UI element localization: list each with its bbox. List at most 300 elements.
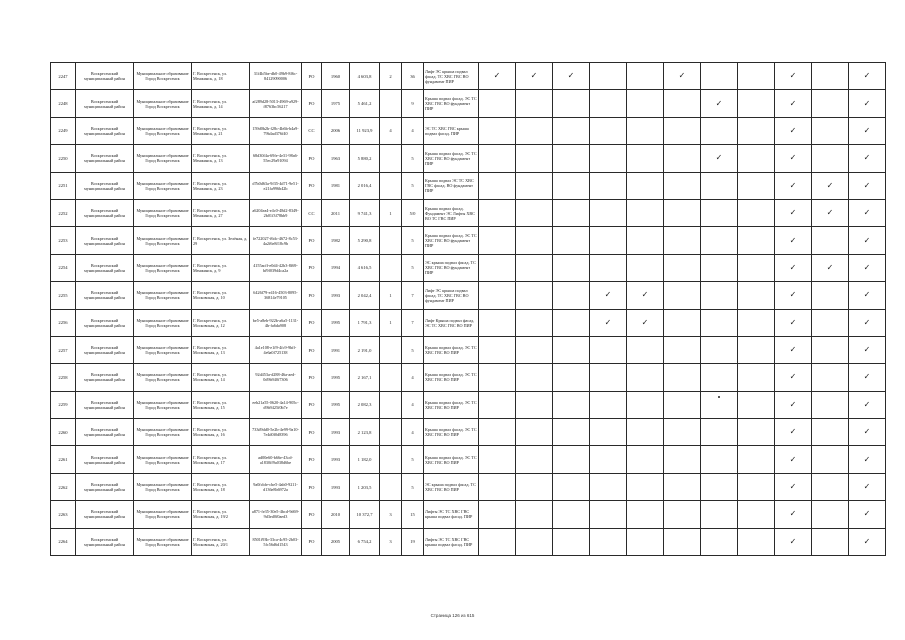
build-year-cell: 1991 bbox=[322, 336, 350, 363]
total-area-cell: 9 741,3 bbox=[350, 199, 380, 226]
check-mark-icon: ✓ bbox=[826, 262, 834, 272]
build-year-cell: 1995 bbox=[322, 364, 350, 391]
house-address-cell: Г. Воскресенск, ул. Московская, д. 17 bbox=[192, 446, 250, 473]
house-guid-cell: 4a1e108-e1f9-4fc9-9bff-4e6a0f725138 bbox=[250, 336, 302, 363]
total-area-cell: 5 290,8 bbox=[350, 227, 380, 254]
work-flag-cell bbox=[516, 254, 553, 281]
fund-type-cell: РО bbox=[302, 145, 322, 172]
lift-count-cell bbox=[380, 364, 402, 391]
work-flag-cell bbox=[516, 63, 553, 90]
work-flag-cell bbox=[738, 63, 775, 90]
municipality-cell: Муниципальное образование Город Воскресенск bbox=[134, 446, 192, 473]
work-types-cell: Крыша подвал фасад. ЭС ТС ХВС ГВС ВО ПИР bbox=[424, 419, 479, 446]
work-flag-cell bbox=[664, 419, 701, 446]
municipal-district-cell: Воскресенский муниципальный район bbox=[76, 309, 134, 336]
floor-count-cell: 19 bbox=[402, 528, 424, 555]
municipality-cell: Муниципальное образование Город Воскресенск bbox=[134, 63, 192, 90]
row-number-cell: 2258 bbox=[51, 364, 76, 391]
check-mark-icon: ✓ bbox=[789, 399, 797, 409]
work-flag-cell bbox=[627, 199, 664, 226]
work-flag-cell bbox=[516, 473, 553, 500]
build-year-cell: 1963 bbox=[322, 145, 350, 172]
build-year-cell: 1993 bbox=[322, 419, 350, 446]
work-flag-cell bbox=[812, 199, 849, 226]
table-row bbox=[51, 336, 886, 363]
total-area-cell: 1 182,0 bbox=[350, 446, 380, 473]
check-mark-icon: ✓ bbox=[863, 262, 871, 272]
row-number-cell: 2256 bbox=[51, 309, 76, 336]
fund-type-cell: РО bbox=[302, 254, 322, 281]
lift-count-cell bbox=[380, 473, 402, 500]
work-flag-cell bbox=[590, 473, 627, 500]
work-flag-cell bbox=[627, 145, 664, 172]
work-flag-cell bbox=[738, 145, 775, 172]
work-flag-cell bbox=[627, 473, 664, 500]
municipality-cell: Муниципальное образование Город Воскресенск bbox=[134, 391, 192, 418]
work-flag-cell bbox=[479, 199, 516, 226]
check-mark-icon: ✓ bbox=[678, 71, 686, 81]
check-mark-icon: ✓ bbox=[789, 71, 797, 81]
work-flag-cell bbox=[516, 336, 553, 363]
work-types-cell: Крыша подвал фасад. ЭС ТС ХВС ГВС ВО ПИР bbox=[424, 391, 479, 418]
lift-count-cell: 1 bbox=[380, 199, 402, 226]
row-number-cell: 2254 bbox=[51, 254, 76, 281]
table-row bbox=[51, 117, 886, 144]
house-guid-cell: ad00e60-b66e-43cd-a1830ff9a038d6be bbox=[250, 446, 302, 473]
municipal-district-cell: Воскресенский муниципальный район bbox=[76, 446, 134, 473]
work-flag-cell bbox=[553, 172, 590, 199]
check-mark-icon: ✓ bbox=[863, 235, 871, 245]
table-row bbox=[51, 391, 886, 418]
work-flag-cell bbox=[812, 145, 849, 172]
total-area-cell: 1 791,3 bbox=[350, 309, 380, 336]
house-guid-cell: 6426f79-e416-4503-8095-36814e79105 bbox=[250, 282, 302, 309]
table-row bbox=[51, 63, 886, 90]
work-flag-cell bbox=[738, 528, 775, 555]
scan-speck bbox=[718, 396, 720, 398]
work-flag-cell bbox=[812, 309, 849, 336]
table-row bbox=[51, 254, 886, 281]
total-area-cell: 6 754,2 bbox=[350, 528, 380, 555]
floor-count-cell: 5 bbox=[402, 473, 424, 500]
municipality-cell: Муниципальное образование Город Воскресенск bbox=[134, 227, 192, 254]
house-guid-cell: 31f4b5be-db0-49b9-8f6c-84129090006 bbox=[250, 63, 302, 90]
house-address-cell: Г. Воскресенск, ул. Московская, д. 10 bbox=[192, 282, 250, 309]
work-flag-cell bbox=[812, 446, 849, 473]
work-flag-cell bbox=[775, 364, 812, 391]
fund-type-cell: РО bbox=[302, 309, 322, 336]
check-mark-icon: ✓ bbox=[789, 536, 797, 546]
build-year-cell: 1994 bbox=[322, 254, 350, 281]
fund-type-cell: РО bbox=[302, 501, 322, 528]
row-number-cell: 2259 bbox=[51, 391, 76, 418]
row-number-cell: 2262 bbox=[51, 473, 76, 500]
work-flag-cell bbox=[738, 282, 775, 309]
check-mark-icon: ✓ bbox=[826, 208, 834, 218]
work-flag-cell bbox=[590, 172, 627, 199]
municipality-cell: Муниципальное образование Город Воскресенск bbox=[134, 199, 192, 226]
work-flag-cell bbox=[812, 391, 849, 418]
work-types-cell: Лифты ЭС ТС ХВС ГВС крыша подвал фасад. ПИР bbox=[424, 528, 479, 555]
work-flag-cell bbox=[738, 227, 775, 254]
house-guid-cell: 9a0fcbfe-cbe5-4ab0-9211-d136e8b6972a bbox=[250, 473, 302, 500]
work-types-cell: ЭС крыша подвал фасад. ТС ХВС ГВС ВО фундамент ПИР bbox=[424, 254, 479, 281]
house-address-cell: Г. Воскресенск, ул. Московская, д. 13 bbox=[192, 336, 250, 363]
check-mark-icon: ✓ bbox=[641, 317, 649, 327]
work-flag-cell bbox=[553, 254, 590, 281]
house-address-cell: Г. Воскресенск, ул. Московская, д. 19/2 bbox=[192, 501, 250, 528]
work-flag-cell bbox=[849, 336, 886, 363]
work-flag-cell bbox=[812, 63, 849, 90]
house-guid-cell: 159d0b2b-f28c-4b6b-b4a9-79b4ad376f40 bbox=[250, 117, 302, 144]
fund-type-cell: РО bbox=[302, 391, 322, 418]
work-flag-cell bbox=[479, 254, 516, 281]
house-address-cell: Г. Воскресенск, ул. Московская, д. 15 bbox=[192, 391, 250, 418]
work-flag-cell bbox=[812, 172, 849, 199]
lift-count-cell bbox=[380, 446, 402, 473]
work-flag-cell bbox=[553, 90, 590, 117]
work-flag-cell bbox=[849, 90, 886, 117]
work-flag-cell bbox=[516, 501, 553, 528]
work-flag-cell bbox=[627, 446, 664, 473]
work-flag-cell bbox=[553, 419, 590, 446]
work-flag-cell bbox=[553, 501, 590, 528]
work-flag-cell bbox=[849, 199, 886, 226]
check-mark-icon: ✓ bbox=[863, 290, 871, 300]
fund-type-cell: РО bbox=[302, 446, 322, 473]
work-flag-cell bbox=[738, 199, 775, 226]
row-number-cell: 2257 bbox=[51, 336, 76, 363]
work-flag-cell bbox=[775, 90, 812, 117]
work-flag-cell bbox=[701, 528, 738, 555]
house-address-cell: Г. Воскресенск, ул. Менжинск, д. 27 bbox=[192, 199, 250, 226]
lift-count-cell: 3 bbox=[380, 528, 402, 555]
total-area-cell: 5 880,2 bbox=[350, 145, 380, 172]
work-flag-cell bbox=[701, 446, 738, 473]
work-flag-cell bbox=[627, 336, 664, 363]
check-mark-icon: ✓ bbox=[789, 454, 797, 464]
check-mark-icon: ✓ bbox=[715, 153, 723, 163]
build-year-cell: 1993 bbox=[322, 446, 350, 473]
total-area-cell: 5 461,2 bbox=[350, 90, 380, 117]
work-flag-cell bbox=[812, 117, 849, 144]
municipal-district-cell: Воскресенский муниципальный район bbox=[76, 391, 134, 418]
work-flag-cell bbox=[553, 117, 590, 144]
work-flag-cell bbox=[479, 446, 516, 473]
work-flag-cell bbox=[664, 227, 701, 254]
work-flag-cell bbox=[738, 364, 775, 391]
work-flag-cell bbox=[590, 419, 627, 446]
row-number-cell: 2253 bbox=[51, 227, 76, 254]
work-flag-cell bbox=[849, 528, 886, 555]
work-flag-cell bbox=[516, 446, 553, 473]
house-guid-cell: af289d28-5013-4969-a929-f8763bc56217 bbox=[250, 90, 302, 117]
check-mark-icon: ✓ bbox=[789, 125, 797, 135]
work-flag-cell bbox=[516, 199, 553, 226]
work-flag-cell bbox=[590, 446, 627, 473]
house-guid-cell: 733d9dd0-5e2b-4e99-9a10-7e4d0f0d8396 bbox=[250, 419, 302, 446]
work-flag-cell bbox=[701, 172, 738, 199]
work-flag-cell bbox=[775, 282, 812, 309]
total-area-cell: 11 923,9 bbox=[350, 117, 380, 144]
municipal-district-cell: Воскресенский муниципальный район bbox=[76, 145, 134, 172]
work-flag-cell bbox=[479, 528, 516, 555]
work-types-cell: ЭС крыша подвал фасад. ТС ХВС ГВС ВО ПИР bbox=[424, 473, 479, 500]
check-mark-icon: ✓ bbox=[789, 290, 797, 300]
work-flag-cell bbox=[849, 117, 886, 144]
work-flag-cell bbox=[590, 63, 627, 90]
floor-count-cell: 5 bbox=[402, 446, 424, 473]
work-flag-cell bbox=[849, 501, 886, 528]
total-area-cell: 2 042,4 bbox=[350, 282, 380, 309]
work-flag-cell bbox=[849, 419, 886, 446]
house-guid-cell: d7b0d63a-9f35-4d71-9e51-e21fa996b42b bbox=[250, 172, 302, 199]
floor-count-cell: 15 bbox=[402, 501, 424, 528]
municipality-cell: Муниципальное образование Город Воскресенск bbox=[134, 90, 192, 117]
check-mark-icon: ✓ bbox=[863, 153, 871, 163]
work-flag-cell bbox=[479, 117, 516, 144]
work-flag-cell bbox=[664, 145, 701, 172]
work-flag-cell bbox=[849, 63, 886, 90]
house-address-cell: Г. Воскресенск, ул. Московская, д. 14 bbox=[192, 364, 250, 391]
floor-count-cell: 36 bbox=[402, 63, 424, 90]
work-flag-cell bbox=[553, 63, 590, 90]
work-flag-cell bbox=[479, 282, 516, 309]
table-row bbox=[51, 309, 886, 336]
work-flag-cell bbox=[553, 528, 590, 555]
work-flag-cell bbox=[775, 227, 812, 254]
house-guid-cell: a871-fe35-30e5-4bcd-9d69-9d3ed0f0aed3 bbox=[250, 501, 302, 528]
work-flag-cell bbox=[590, 145, 627, 172]
work-flag-cell bbox=[849, 145, 886, 172]
municipality-cell: Муниципальное образование Город Воскресенск bbox=[134, 282, 192, 309]
work-flag-cell bbox=[701, 364, 738, 391]
check-mark-icon: ✓ bbox=[789, 372, 797, 382]
check-mark-icon: ✓ bbox=[863, 345, 871, 355]
work-flag-cell bbox=[479, 364, 516, 391]
fund-type-cell: РО bbox=[302, 419, 322, 446]
work-flag-cell bbox=[553, 391, 590, 418]
work-flag-cell bbox=[701, 90, 738, 117]
floor-count-cell: 4 bbox=[402, 391, 424, 418]
total-area-cell: 2 016,4 bbox=[350, 172, 380, 199]
floor-count-cell: 9 bbox=[402, 90, 424, 117]
work-flag-cell bbox=[775, 145, 812, 172]
house-guid-cell: 8501f93b-33ca-4c95-2b03-5fc56d6d1543 bbox=[250, 528, 302, 555]
floor-count-cell: 4 bbox=[402, 117, 424, 144]
fund-type-cell: РО bbox=[302, 336, 322, 363]
work-flag-cell bbox=[701, 501, 738, 528]
floor-count-cell: 5 bbox=[402, 172, 424, 199]
municipality-cell: Муниципальное образование Город Воскресенск bbox=[134, 473, 192, 500]
work-flag-cell bbox=[738, 336, 775, 363]
house-address-cell: Г. Воскресенск, ул. Менжинск, д. 13 bbox=[192, 145, 250, 172]
check-mark-icon: ✓ bbox=[863, 180, 871, 190]
work-flag-cell bbox=[849, 473, 886, 500]
municipality-cell: Муниципальное образование Город Воскресенск bbox=[134, 309, 192, 336]
work-flag-cell bbox=[738, 172, 775, 199]
table-row bbox=[51, 364, 886, 391]
check-mark-icon: ✓ bbox=[641, 290, 649, 300]
house-guid-cell: a6204ea4-e4c0-48d2-8349-2b01f3f78bb9 bbox=[250, 199, 302, 226]
house-address-cell: Г. Воскресенск, ул. Менжинск, д. 9 bbox=[192, 254, 250, 281]
work-flag-cell bbox=[701, 117, 738, 144]
work-flag-cell bbox=[701, 199, 738, 226]
lift-count-cell: 4 bbox=[380, 117, 402, 144]
work-flag-cell bbox=[812, 336, 849, 363]
work-flag-cell bbox=[701, 473, 738, 500]
house-guid-cell: eeb21a55-0620-4a14-905c-d9b9425f0b7e bbox=[250, 391, 302, 418]
fund-type-cell: РО bbox=[302, 282, 322, 309]
work-flag-cell bbox=[738, 117, 775, 144]
work-flag-cell bbox=[516, 282, 553, 309]
municipal-district-cell: Воскресенский муниципальный район bbox=[76, 90, 134, 117]
total-area-cell: 2 082,3 bbox=[350, 391, 380, 418]
house-address-cell: Г. Воскресенск, ул. Зелёная, д. 29 bbox=[192, 227, 250, 254]
row-number-cell: 2261 bbox=[51, 446, 76, 473]
build-year-cell: 1960 bbox=[322, 63, 350, 90]
work-flag-cell bbox=[664, 364, 701, 391]
work-flag-cell bbox=[553, 282, 590, 309]
table-row bbox=[51, 419, 886, 446]
work-flag-cell bbox=[775, 172, 812, 199]
table-row bbox=[51, 90, 886, 117]
work-flag-cell bbox=[664, 172, 701, 199]
work-flag-cell bbox=[664, 63, 701, 90]
municipality-cell: Муниципальное образование Город Воскресенск bbox=[134, 117, 192, 144]
work-types-cell: Крыша подвал фасад. ЭС ТС ХВС ГВС ВО ПИР bbox=[424, 364, 479, 391]
page-footer: Страница 126 из 615 bbox=[430, 613, 475, 618]
work-flag-cell bbox=[738, 254, 775, 281]
floor-count-cell: 4 bbox=[402, 364, 424, 391]
work-flag-cell bbox=[701, 419, 738, 446]
housing-register-table bbox=[50, 62, 886, 556]
build-year-cell: 2005 bbox=[322, 528, 350, 555]
check-mark-icon: ✓ bbox=[789, 427, 797, 437]
row-number-cell: 2248 bbox=[51, 90, 76, 117]
work-flag-cell bbox=[516, 117, 553, 144]
work-flag-cell bbox=[516, 419, 553, 446]
work-flag-cell bbox=[812, 419, 849, 446]
work-flag-cell bbox=[516, 528, 553, 555]
check-mark-icon: ✓ bbox=[863, 317, 871, 327]
municipal-district-cell: Воскресенский муниципальный район bbox=[76, 336, 134, 363]
work-flag-cell bbox=[738, 446, 775, 473]
check-mark-icon: ✓ bbox=[530, 71, 538, 81]
municipality-cell: Муниципальное образование Город Воскресенск bbox=[134, 528, 192, 555]
work-flag-cell bbox=[775, 501, 812, 528]
row-number-cell: 2263 bbox=[51, 501, 76, 528]
work-flag-cell bbox=[627, 364, 664, 391]
total-area-cell: 4 603,8 bbox=[350, 63, 380, 90]
work-flag-cell bbox=[812, 282, 849, 309]
fund-type-cell: РО bbox=[302, 172, 322, 199]
work-flag-cell bbox=[627, 172, 664, 199]
floor-count-cell: 5/0 bbox=[402, 199, 424, 226]
work-flag-cell bbox=[849, 446, 886, 473]
floor-count-cell: 7 bbox=[402, 309, 424, 336]
lift-count-cell bbox=[380, 172, 402, 199]
work-flag-cell bbox=[812, 254, 849, 281]
work-types-cell: Крыша подвал ЭС ТС ХВС ГВС фасад. ВО фундамент ПИР bbox=[424, 172, 479, 199]
work-flag-cell bbox=[627, 419, 664, 446]
check-mark-icon: ✓ bbox=[863, 372, 871, 382]
municipality-cell: Муниципальное образование Город Воскресенск bbox=[134, 364, 192, 391]
house-address-cell: Г. Воскресенск, ул. Московская, д. 12 bbox=[192, 309, 250, 336]
check-mark-icon: ✓ bbox=[863, 427, 871, 437]
work-flag-cell bbox=[590, 501, 627, 528]
check-mark-icon: ✓ bbox=[863, 482, 871, 492]
municipal-district-cell: Воскресенский муниципальный район bbox=[76, 199, 134, 226]
work-flag-cell bbox=[627, 501, 664, 528]
check-mark-icon: ✓ bbox=[789, 208, 797, 218]
work-flag-cell bbox=[479, 172, 516, 199]
check-mark-icon: ✓ bbox=[789, 262, 797, 272]
work-flag-cell bbox=[775, 336, 812, 363]
work-flag-cell bbox=[664, 309, 701, 336]
work-flag-cell bbox=[516, 145, 553, 172]
build-year-cell: 1993 bbox=[322, 282, 350, 309]
work-flag-cell bbox=[479, 501, 516, 528]
work-flag-cell bbox=[516, 90, 553, 117]
work-types-cell: Крыша подвал фасад. ЭС ТС ХВС ГВС ВО фундамент ПИР bbox=[424, 227, 479, 254]
municipal-district-cell: Воскресенский муниципальный район bbox=[76, 172, 134, 199]
work-flag-cell bbox=[812, 501, 849, 528]
fund-type-cell: РО bbox=[302, 90, 322, 117]
total-area-cell: 4 616,5 bbox=[350, 254, 380, 281]
work-flag-cell bbox=[590, 528, 627, 555]
work-flag-cell bbox=[775, 528, 812, 555]
check-mark-icon: ✓ bbox=[863, 98, 871, 108]
work-flag-cell bbox=[590, 282, 627, 309]
work-flag-cell bbox=[849, 254, 886, 281]
total-area-cell: 2 191,0 bbox=[350, 336, 380, 363]
lift-count-cell bbox=[380, 336, 402, 363]
municipal-district-cell: Воскресенский муниципальный район bbox=[76, 501, 134, 528]
fund-type-cell: РО bbox=[302, 473, 322, 500]
work-flag-cell bbox=[775, 446, 812, 473]
house-guid-cell: fe722027-f6dc-4672-8c53-4a2f6e8f18c9b bbox=[250, 227, 302, 254]
house-address-cell: Г. Воскресенск, ул. Московская, д. 16 bbox=[192, 419, 250, 446]
row-number-cell: 2255 bbox=[51, 282, 76, 309]
floor-count-cell: 5 bbox=[402, 254, 424, 281]
lift-count-cell bbox=[380, 254, 402, 281]
work-flag-cell bbox=[553, 473, 590, 500]
fund-type-cell: РО bbox=[302, 364, 322, 391]
work-flag-cell bbox=[664, 282, 701, 309]
work-flag-cell bbox=[479, 90, 516, 117]
check-mark-icon: ✓ bbox=[567, 71, 575, 81]
work-flag-cell bbox=[664, 254, 701, 281]
total-area-cell: 10 372,7 bbox=[350, 501, 380, 528]
work-flag-cell bbox=[627, 309, 664, 336]
work-flag-cell bbox=[738, 90, 775, 117]
work-flag-cell bbox=[516, 391, 553, 418]
work-flag-cell bbox=[553, 227, 590, 254]
work-flag-cell bbox=[738, 391, 775, 418]
build-year-cell: 1995 bbox=[322, 391, 350, 418]
municipal-district-cell: Воскресенский муниципальный район bbox=[76, 364, 134, 391]
work-flag-cell bbox=[590, 90, 627, 117]
table-row bbox=[51, 282, 886, 309]
house-address-cell: Г. Воскресенск, ул. Московская, д. 20/1 bbox=[192, 528, 250, 555]
municipal-district-cell: Воскресенский муниципальный район bbox=[76, 473, 134, 500]
work-flag-cell bbox=[738, 419, 775, 446]
check-mark-icon: ✓ bbox=[789, 482, 797, 492]
check-mark-icon: ✓ bbox=[789, 345, 797, 355]
work-flag-cell bbox=[849, 364, 886, 391]
row-number-cell: 2250 bbox=[51, 145, 76, 172]
